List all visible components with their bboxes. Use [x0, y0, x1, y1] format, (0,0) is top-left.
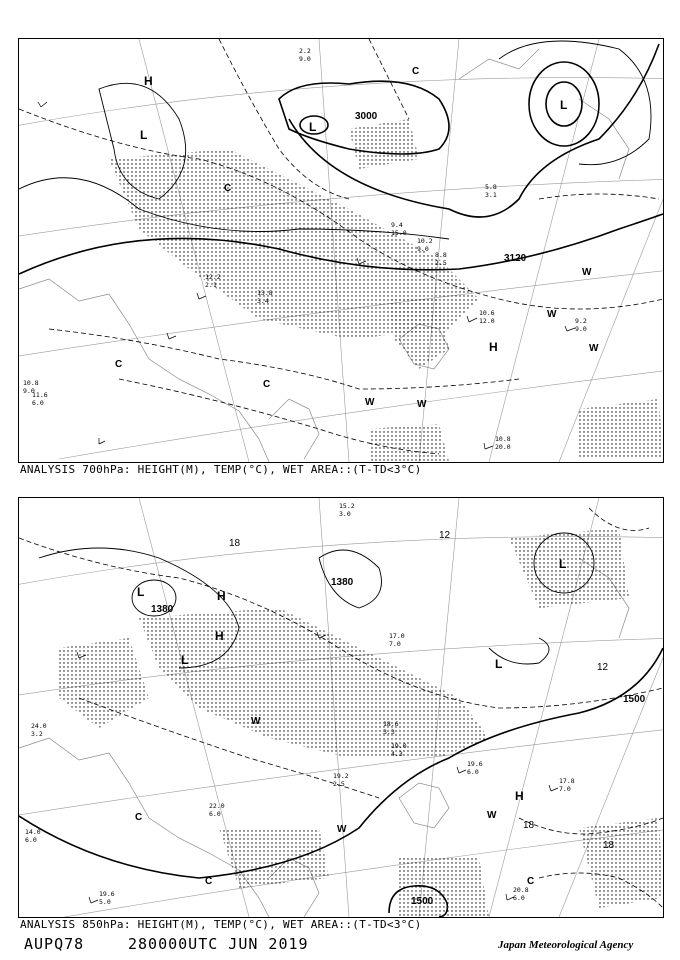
station-dewpoint-depression: 3.0: [339, 510, 351, 518]
station-dewpoint-depression: 9.0: [575, 325, 587, 333]
center-low: L: [137, 585, 145, 599]
isotherm-label: 12: [597, 662, 609, 673]
station-dewpoint-depression: 4.3: [391, 750, 403, 758]
product-id: AUPQ78: [24, 935, 85, 953]
station-dewpoint-depression: 9.0: [299, 55, 311, 63]
station-temp: 24.0: [31, 722, 47, 730]
center-low: L: [309, 120, 317, 134]
station-temp: 10.2: [417, 237, 433, 245]
center-cold: C: [527, 876, 535, 887]
center-cold: C: [224, 183, 232, 194]
station-temp: 17.8: [559, 777, 575, 785]
wet-area-stipple: [109, 119, 663, 462]
center-high: H: [489, 340, 498, 354]
map-700hpa-svg: [19, 39, 663, 462]
center-high: H: [217, 589, 226, 603]
wet-area-stipple: [59, 528, 663, 917]
center-cold: C: [412, 66, 420, 77]
station-temp: 19.0: [391, 742, 407, 750]
station-dewpoint-depression: 20.0: [495, 443, 511, 451]
station-temp: 22.0: [209, 802, 225, 810]
contour-label-1500: 1500: [411, 896, 434, 907]
station-temp: 18.6: [383, 720, 399, 728]
center-low: L: [560, 98, 568, 112]
panel-caption-700hpa: ANALYSIS 700hPa: HEIGHT(M), TEMP(°C), WET AREA::(T-TD<3°C): [20, 463, 422, 476]
center-cold: C: [115, 359, 123, 370]
station-dewpoint-depression: 6.0: [32, 399, 44, 407]
station-dewpoint-depression: 6.0: [513, 894, 525, 902]
center-warm: W: [547, 309, 557, 320]
contour-label-1380: 1380: [331, 577, 354, 588]
panel-caption-850hpa: ANALYSIS 850hPa: HEIGHT(M), TEMP(°C), WET AREA::(T-TD<3°C): [20, 918, 422, 931]
station-temp: 2.2: [299, 47, 311, 55]
contour-label-3000: 3000: [355, 111, 378, 122]
station-dewpoint-depression: 6.0: [467, 768, 479, 776]
station-temp: 14.0: [25, 828, 41, 836]
station-temp: 9.4: [391, 221, 403, 229]
station-dewpoint-depression: 9.0: [417, 245, 429, 253]
contour-label-3120: 3120: [504, 253, 527, 264]
station-dewpoint-depression: 9.0: [23, 387, 35, 395]
station-dewpoint-depression: 5.0: [99, 898, 111, 906]
isotherm-label: 18: [229, 538, 241, 549]
center-warm: W: [251, 716, 261, 727]
station-temp: 10.8: [495, 435, 511, 443]
map-panel-850hpa: [18, 497, 664, 918]
station-temp: 5.8: [485, 183, 497, 191]
center-warm: W: [589, 343, 599, 354]
center-low: L: [140, 128, 148, 142]
center-warm: W: [337, 824, 347, 835]
station-dewpoint-depression: 15.0: [391, 229, 407, 237]
isotherm-label: 18: [523, 820, 535, 831]
station-dewpoint-depression: 2.5: [333, 780, 345, 788]
center-low: L: [495, 657, 503, 671]
center-high: H: [515, 789, 524, 803]
station-temp: 9.2: [575, 317, 587, 325]
station-temp: 13.8: [257, 289, 273, 297]
isotherm-label: 18: [603, 840, 615, 851]
agency-name: Japan Meteorological Agency: [498, 939, 634, 951]
center-warm: W: [582, 267, 592, 278]
station-dewpoint-depression: 3.1: [485, 191, 497, 199]
station-temp: 10.8: [23, 379, 39, 387]
station-temp: 20.8: [513, 886, 529, 894]
center-cold: C: [135, 812, 143, 823]
center-low: L: [559, 557, 567, 571]
station-dewpoint-depression: 2.5: [435, 259, 447, 267]
center-low: L: [181, 653, 189, 667]
center-warm: W: [487, 810, 497, 821]
station-temp: 11.6: [32, 391, 48, 399]
station-dewpoint-depression: 12.0: [479, 317, 495, 325]
station-dewpoint-depression: 3.3: [383, 728, 395, 736]
station-temp: 19.6: [99, 890, 115, 898]
center-cold: C: [263, 379, 271, 390]
station-temp: 19.6: [467, 760, 483, 768]
station-dewpoint-depression: 3.2: [31, 730, 43, 738]
center-warm: W: [417, 399, 427, 410]
station-dewpoint-depression: 6.0: [25, 836, 37, 844]
map-850hpa-svg: [19, 498, 663, 917]
station-dewpoint-depression: 7.0: [389, 640, 401, 648]
valid-time: 280000UTC JUN 2019: [128, 935, 309, 953]
center-warm: W: [365, 397, 375, 408]
map-panel-700hpa: [18, 38, 664, 463]
station-dewpoint-depression: 6.0: [209, 810, 221, 818]
station-temp: 10.6: [479, 309, 495, 317]
isotherm-label: 12: [439, 530, 451, 541]
station-temp: 19.2: [333, 772, 349, 780]
center-cold: C: [205, 876, 213, 887]
station-temp: 12.2: [205, 273, 221, 281]
station-dewpoint-depression: 2.1: [205, 281, 217, 289]
station-dewpoint-depression: 7.0: [559, 785, 571, 793]
contour-label-1500: 1500: [623, 694, 646, 705]
station-temp: 8.8: [435, 251, 447, 259]
center-high: H: [215, 629, 224, 643]
center-high: H: [144, 74, 153, 88]
station-temp: 17.0: [389, 632, 405, 640]
station-dewpoint-depression: 3.4: [257, 297, 269, 305]
station-temp: 15.2: [339, 502, 355, 510]
contour-label-1380: 1380: [151, 604, 174, 615]
